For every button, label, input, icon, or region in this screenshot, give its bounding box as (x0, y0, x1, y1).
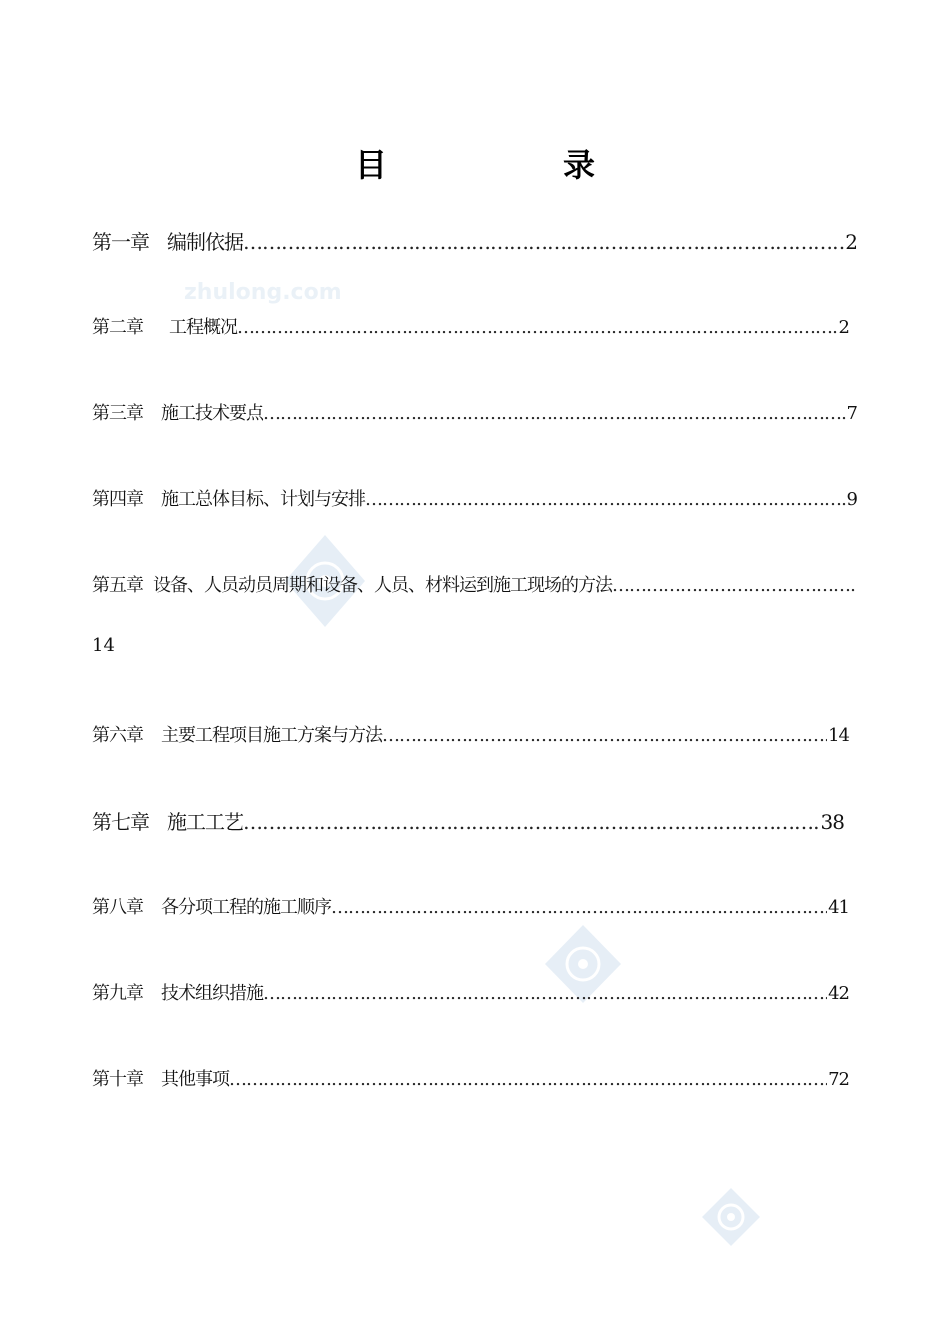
toc-chapter: 第九章 (92, 983, 143, 1004)
toc-leader (263, 403, 846, 424)
toc-chapter: 第八章 (92, 897, 143, 918)
toc-page: 41 (828, 897, 849, 918)
toc-title: 技术组织措施 (161, 983, 263, 1004)
toc-title: 施工总体目标、计划与安排 (161, 489, 365, 510)
toc-entry-6[interactable] (92, 721, 849, 747)
toc-entry-7[interactable] (92, 806, 844, 835)
toc-entry-8[interactable] (92, 893, 849, 919)
toc-leader (237, 317, 838, 338)
toc-title: 工程概况 (169, 317, 237, 338)
toc-chapter: 第十章 (92, 1069, 143, 1090)
toc-chapter: 第七章 (92, 810, 149, 834)
toc-chapter: 第四章 (92, 489, 143, 510)
toc-leader (365, 489, 846, 510)
toc-title: 施工技术要点 (161, 403, 263, 424)
toc-page: 2 (845, 230, 857, 254)
watermark-text: zhulong.com (184, 280, 342, 305)
toc-title: 各分项工程的施工顺序 (161, 897, 331, 918)
toc-chapter: 第二章 (92, 317, 143, 338)
toc-page: 7 (846, 403, 857, 424)
toc-page: 9 (846, 489, 857, 510)
toc-chapter: 第三章 (92, 403, 143, 424)
toc-chapter: 第一章 (92, 230, 149, 254)
toc-entry-5[interactable] (92, 571, 857, 597)
toc-leader (331, 897, 827, 918)
toc-entry-2[interactable] (92, 313, 849, 339)
toc-page: 14 (92, 635, 115, 656)
toc-page: 42 (828, 983, 849, 1004)
toc-entry-1[interactable] (92, 226, 857, 255)
title-char-2: 录 (563, 146, 596, 184)
toc-leader (612, 575, 857, 596)
toc-title: 其他事项 (161, 1069, 229, 1090)
toc-chapter: 第六章 (92, 725, 143, 746)
toc-title: 主要工程项目施工方案与方法 (161, 725, 382, 746)
toc-leader (263, 983, 827, 1004)
toc-leader (243, 230, 844, 254)
toc-title: 编制依据 (167, 230, 243, 254)
watermark-flower-icon (702, 1188, 760, 1246)
toc-entry-3[interactable] (92, 399, 857, 425)
toc-entry-10[interactable] (92, 1065, 849, 1091)
toc-page: 72 (828, 1069, 849, 1090)
toc-chapter: 第五章 (92, 575, 143, 596)
toc-leader (229, 1069, 827, 1090)
toc-page: 38 (820, 810, 844, 834)
toc-title: 设备、人员动员周期和设备、人员、材料运到施工现场的方法 (153, 575, 612, 596)
toc-entry-9[interactable] (92, 979, 849, 1005)
toc-leader (243, 810, 820, 834)
title-char-1: 目 (355, 146, 388, 184)
toc-page: 2 (838, 317, 849, 338)
toc-entry-4[interactable] (92, 485, 857, 511)
page-title (0, 140, 950, 184)
toc-leader (382, 725, 827, 746)
toc-page: 14 (828, 725, 849, 746)
toc-title: 施工工艺 (167, 810, 243, 834)
